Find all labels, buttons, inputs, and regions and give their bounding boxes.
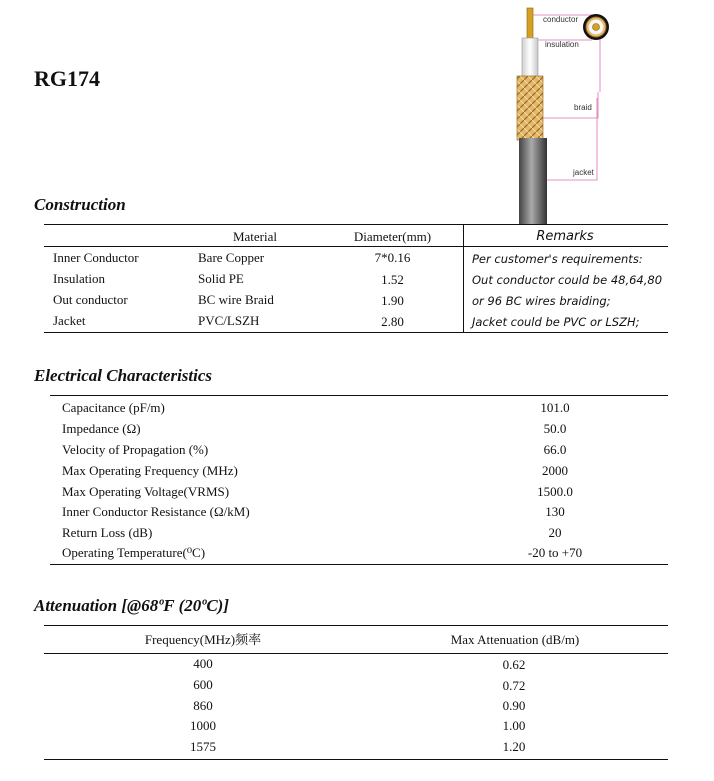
frequency-cell: 600 xyxy=(193,677,213,692)
cross-section xyxy=(583,14,609,40)
parameter-value: 66.0 xyxy=(543,442,567,457)
frequency-cell: 400 xyxy=(193,656,213,671)
parameter-value: 20 xyxy=(548,525,562,540)
diameter-cell: 2.80 xyxy=(381,314,404,329)
braid-layer xyxy=(517,76,543,140)
braid-label: braid xyxy=(574,103,592,112)
attenuation-cell: 0.62 xyxy=(502,657,526,672)
component-cell: Jacket xyxy=(53,313,86,328)
component-cell: Insulation xyxy=(53,271,105,286)
attenuation-heading: Attenuation [@68ºF (20ºC)] xyxy=(34,596,229,615)
cable-diagram xyxy=(500,0,630,226)
header-frequency: Frequency(MHz)频率 xyxy=(144,632,262,647)
parameter-value: -20 to +70 xyxy=(527,545,583,560)
attenuation-cell: 0.72 xyxy=(502,678,526,693)
jacket-layer xyxy=(519,138,547,224)
electrical-heading: Electrical Characteristics xyxy=(34,366,213,385)
parameter-value: 2000 xyxy=(542,463,568,478)
parameter-label: Max Operating Frequency (MHz) xyxy=(62,463,238,478)
frequency-cell: 860 xyxy=(193,698,213,713)
remark-line: Jacket could be PVC or LSZH; xyxy=(472,315,640,329)
parameter-value: 101.0 xyxy=(540,400,570,415)
attenuation-cell: 1.20 xyxy=(502,739,526,754)
component-cell: Out conductor xyxy=(53,292,128,307)
diameter-cell: 7*0.16 xyxy=(374,250,411,265)
remark-line: or 96 BC wires braiding; xyxy=(472,294,611,308)
attenuation-cell: 0.90 xyxy=(502,698,526,713)
diameter-cell: 1.90 xyxy=(381,293,404,308)
material-cell: PVC/LSZH xyxy=(198,313,260,328)
material-cell: Solid PE xyxy=(198,271,244,286)
remark-line: Per customer's requirements: xyxy=(472,252,643,266)
parameter-label: Impedance (Ω) xyxy=(62,421,141,436)
header-attenuation: Max Attenuation (dB/m) xyxy=(450,632,580,647)
parameter-label: Return Loss (dB) xyxy=(62,525,153,540)
frequency-cell: 1000 xyxy=(190,718,216,733)
component-cell: Inner Conductor xyxy=(53,250,139,265)
construction-heading: Construction xyxy=(34,195,126,214)
parameter-label: Max Operating Voltage(VRMS) xyxy=(62,484,230,499)
header-material: Material xyxy=(232,229,278,244)
parameter-value: 50.0 xyxy=(543,421,567,436)
insulation-label: insulation xyxy=(545,40,579,49)
parameter-label: Velocity of Propagation (%) xyxy=(62,442,209,457)
material-cell: Bare Copper xyxy=(198,250,265,265)
parameter-label: Inner Conductor Resistance (Ω/kM) xyxy=(62,504,250,519)
parameter-value: 130 xyxy=(545,504,565,519)
parameter-label: Capacitance (pF/m) xyxy=(62,400,165,415)
header-diameter: Diameter(mm) xyxy=(353,229,432,244)
parameter-label: Operating Temperature(⁰C) xyxy=(62,545,206,560)
remark-line: Out conductor could be 48,64,80 xyxy=(472,273,663,287)
material-cell: BC wire Braid xyxy=(198,292,274,307)
jacket-label: jacket xyxy=(573,168,594,177)
frequency-cell: 1575 xyxy=(190,739,216,754)
header-remarks: Remarks xyxy=(536,229,594,244)
page-title: RG174 xyxy=(34,66,100,91)
conductor-label: conductor xyxy=(543,15,579,24)
attenuation-cell: 1.00 xyxy=(502,718,526,733)
parameter-value: 1500.0 xyxy=(537,484,573,499)
diameter-cell: 1.52 xyxy=(381,272,404,287)
